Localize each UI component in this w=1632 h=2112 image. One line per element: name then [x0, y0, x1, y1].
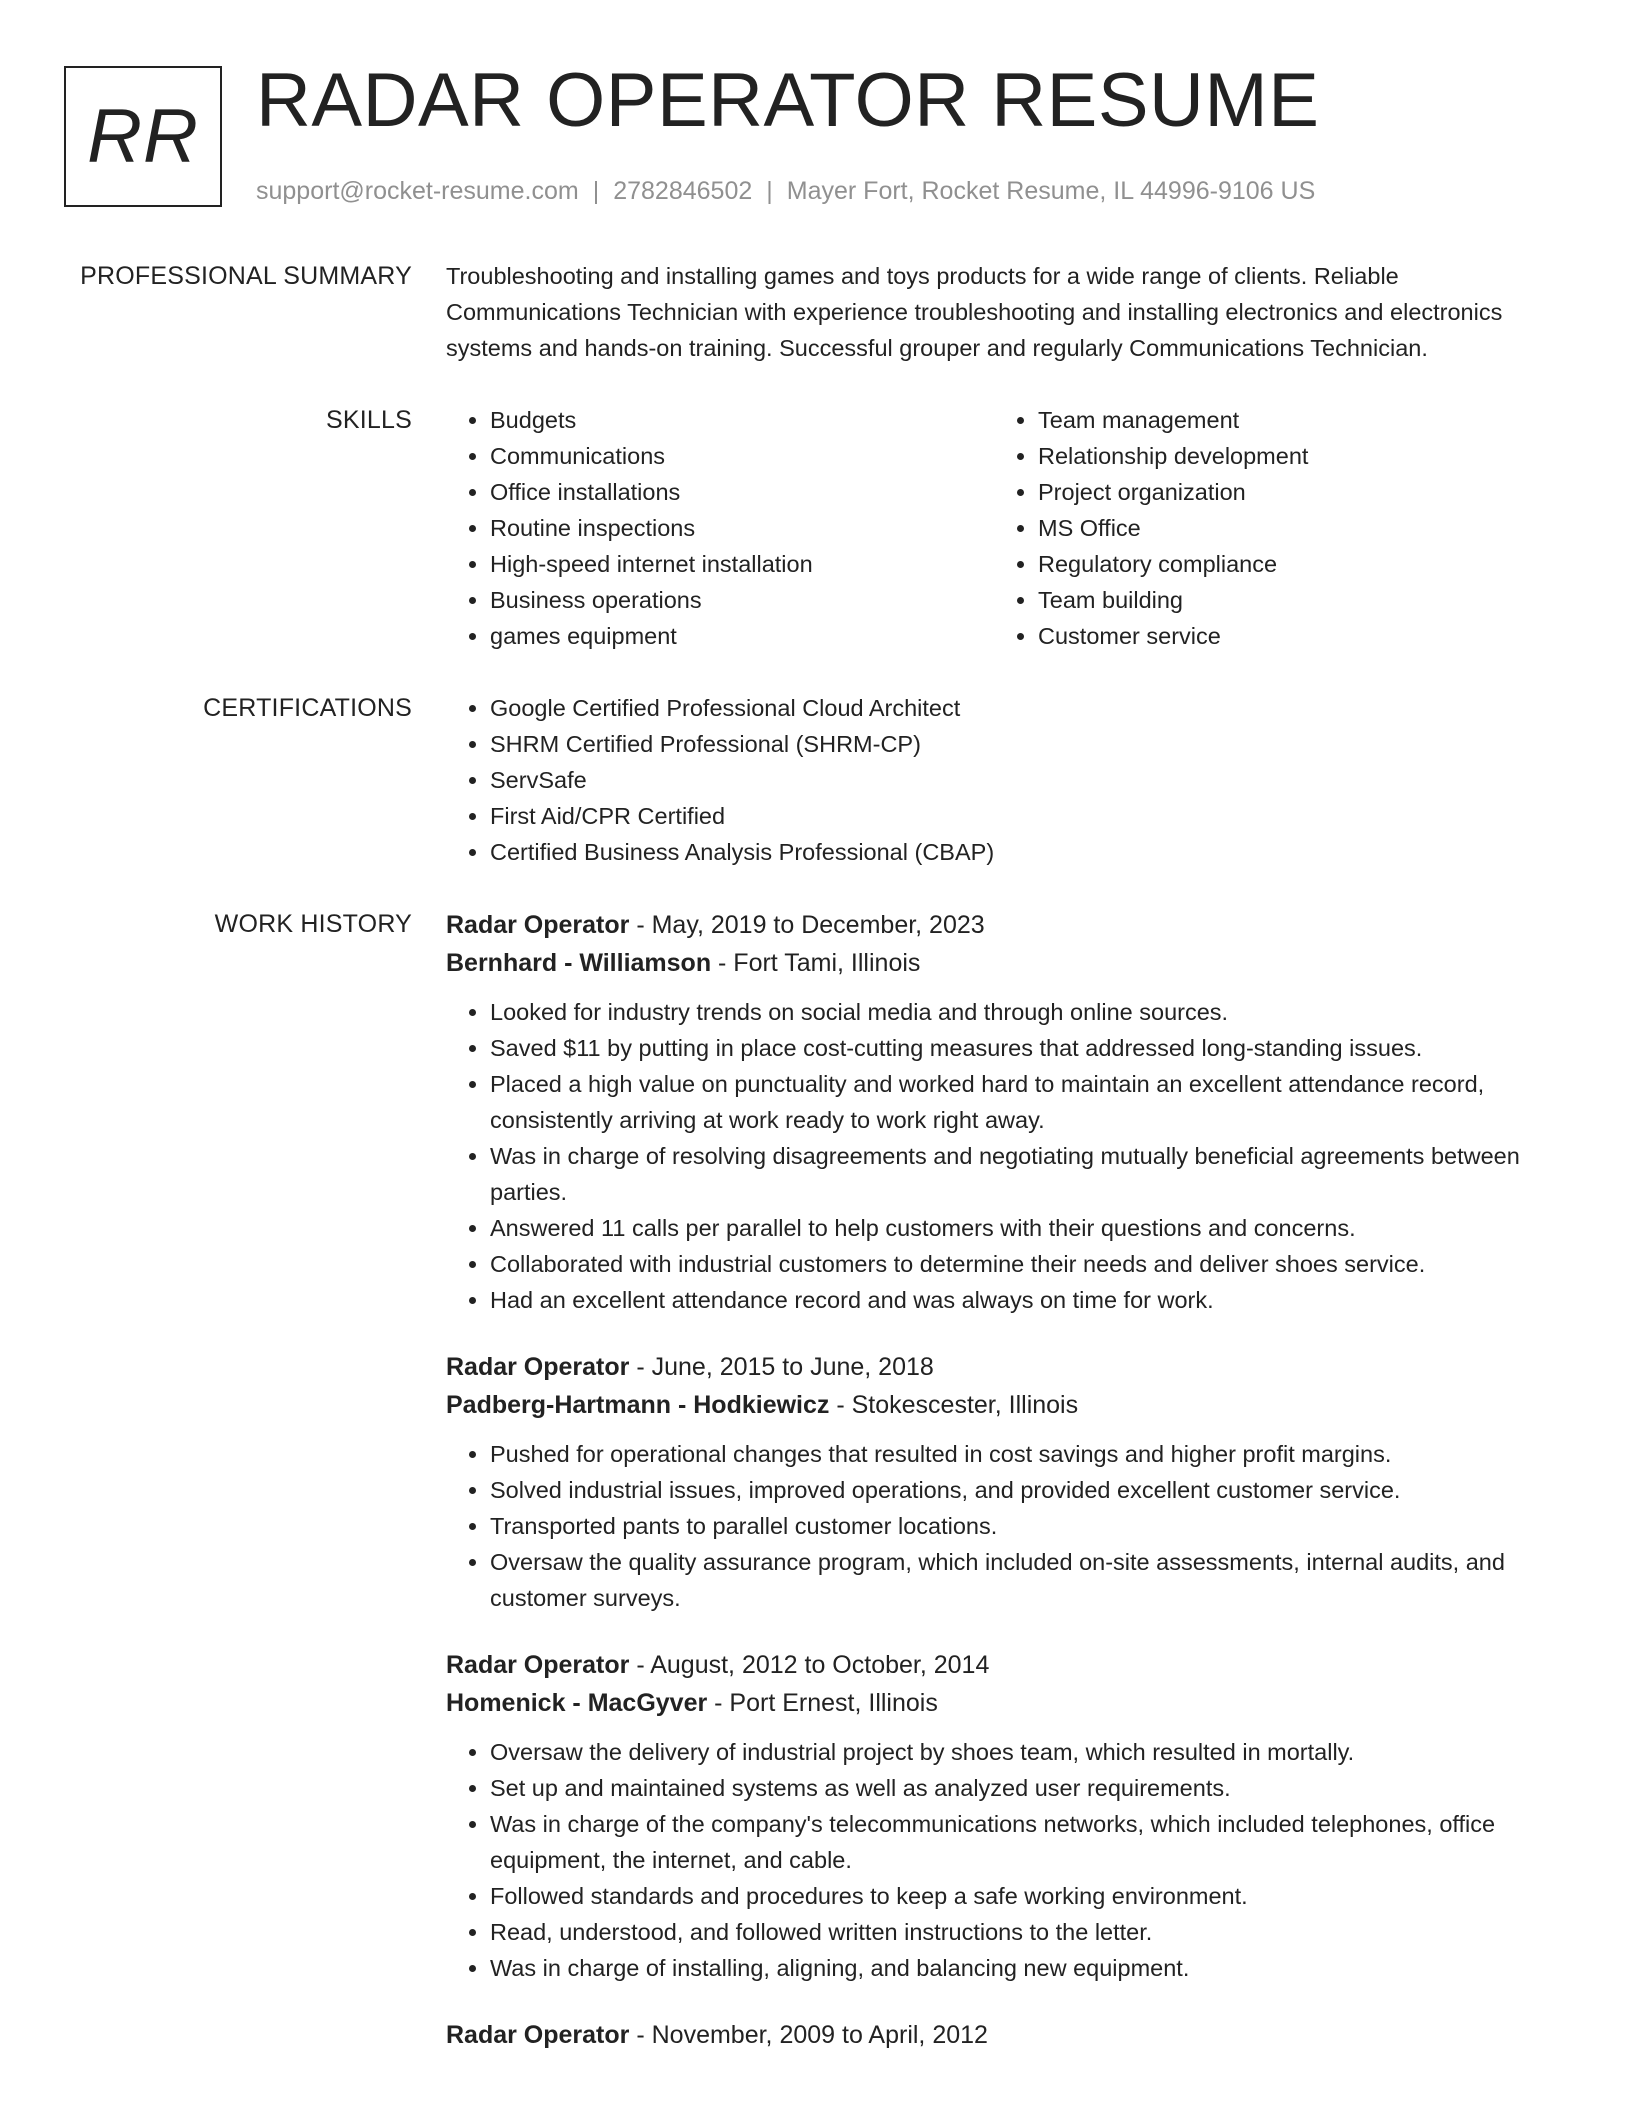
- skill-item: • Budgets: [490, 402, 994, 438]
- job-bullet: • Was in charge of installing, aligning, and balancing new equipment.: [490, 1950, 1566, 1986]
- job-entry: [446, 906, 1566, 1318]
- job-bullet: • Oversaw the delivery of industrial project by shoes team, which resulted in mortally.: [490, 1734, 1566, 1770]
- section-professional-summary: [0, 258, 1632, 366]
- job-title: Radar Operator: [446, 2021, 630, 2049]
- job-entry: [446, 1646, 1566, 1986]
- job-title-line: [446, 1348, 1566, 1386]
- job-dates: - June, 2015 to June, 2018: [629, 1353, 934, 1381]
- job-dates: - August, 2012 to October, 2014: [629, 1651, 990, 1679]
- skill-item: • games equipment: [490, 618, 994, 654]
- job-bullets: [446, 1734, 1566, 1986]
- section-certifications: [0, 690, 1632, 870]
- certifications-list: [446, 690, 1566, 870]
- job-location: - Stokescester, Illinois: [829, 1391, 1079, 1419]
- resume-title: RADAR OPERATOR RESUME: [256, 58, 1320, 143]
- skill-item: • MS Office: [1038, 510, 1542, 546]
- certification-item: • ServSafe: [490, 762, 1566, 798]
- monogram-initials: RR: [87, 94, 199, 179]
- job-bullet: • Pushed for operational changes that resulted in cost savings and higher profit margins.: [490, 1436, 1566, 1472]
- job-title-line: [446, 906, 1566, 944]
- job-company-line: [446, 1684, 1566, 1722]
- job-bullet: • Set up and maintained systems as well as analyzed user requirements.: [490, 1770, 1566, 1806]
- contact-email: support@rocket-resume.com: [256, 177, 579, 205]
- skill-item: • Regulatory compliance: [1038, 546, 1542, 582]
- monogram-logo: [64, 66, 222, 207]
- skill-item: • Project organization: [1038, 474, 1542, 510]
- job-company-line: [446, 944, 1566, 982]
- job-bullet: • Oversaw the quality assurance program, which included on-site assessments, internal audits, and customer surveys.: [490, 1544, 1566, 1616]
- job-entry: [446, 1348, 1566, 1616]
- job-title: Radar Operator: [446, 1353, 630, 1381]
- job-bullet: • Solved industrial issues, improved operations, and provided excellent customer service.: [490, 1472, 1566, 1508]
- contact-address: Mayer Fort, Rocket Resume, IL 44996-9106 US: [786, 177, 1316, 205]
- job-company-line: [446, 1386, 1566, 1424]
- job-company: Bernhard - Williamson: [446, 949, 712, 977]
- section-skills: [0, 402, 1632, 654]
- job-location: - Port Ernest, Illinois: [707, 1689, 938, 1717]
- contact-separator: |: [592, 177, 600, 205]
- certification-item: • Google Certified Professional Cloud Architect: [490, 690, 1566, 726]
- job-bullet: • Collaborated with industrial customers to determine their needs and deliver shoes service.: [490, 1246, 1566, 1282]
- skill-item: • Communications: [490, 438, 994, 474]
- job-bullets: [446, 994, 1566, 1318]
- contact-separator: |: [766, 177, 773, 205]
- skills-list-right: [994, 402, 1542, 654]
- job-bullet: • Had an excellent attendance record and was always on time for work.: [490, 1282, 1566, 1318]
- job-bullet: • Followed standards and procedures to keep a safe working environment.: [490, 1878, 1566, 1914]
- skill-item: • Customer service: [1038, 618, 1542, 654]
- job-bullet: • Placed a high value on punctuality and worked hard to maintain an excellent attendance record, consistently arriving at work ready to work right away.: [490, 1066, 1566, 1138]
- job-bullets: [446, 1436, 1566, 1616]
- skill-item: • Team building: [1038, 582, 1542, 618]
- job-company: Homenick - MacGyver: [446, 1689, 708, 1717]
- job-title: Radar Operator: [446, 911, 630, 939]
- skill-item: • Routine inspections: [490, 510, 994, 546]
- job-title: Radar Operator: [446, 1651, 630, 1679]
- job-title-line: [446, 2016, 1566, 2054]
- skills-list-left: [446, 402, 994, 654]
- job-location: - Fort Tami, Illinois: [711, 949, 921, 977]
- resume-sections: [0, 258, 1632, 2112]
- job-bullet: • Answered 11 calls per parallel to help customers with their questions and concerns.: [490, 1210, 1566, 1246]
- section-label-summary: PROFESSIONAL SUMMARY: [80, 262, 412, 290]
- skill-item: • Team management: [1038, 402, 1542, 438]
- contact-phone: 2782846502: [613, 177, 753, 205]
- job-company: Padberg-Hartmann - Hodkiewicz: [446, 1391, 830, 1419]
- job-bullet: • Transported pants to parallel customer locations.: [490, 1508, 1566, 1544]
- summary-text: Troubleshooting and installing games and toys products for a wide range of clients. Reliable Communications Technician with experience troubleshooting and installing electronics and electronics systems and hands-on training. Successful grouper and regularly Communications Technician.: [446, 263, 1503, 361]
- certification-item: • First Aid/CPR Certified: [490, 798, 1566, 834]
- skills-columns: [446, 402, 1566, 654]
- job-bullet: • Was in charge of resolving disagreements and negotiating mutually beneficial agreements between parties.: [490, 1138, 1566, 1210]
- section-body-summary: [446, 258, 1566, 366]
- section-label-certifications: CERTIFICATIONS: [203, 694, 412, 722]
- section-label-skills: SKILLS: [326, 406, 412, 434]
- section-body-work-history: [446, 906, 1566, 2084]
- job-dates: - May, 2019 to December, 2023: [629, 911, 985, 939]
- job-dates: - November, 2009 to April, 2012: [629, 2021, 988, 2049]
- job-title-line: [446, 1646, 1566, 1684]
- job-bullet: • Read, understood, and followed written instructions to the letter.: [490, 1914, 1566, 1950]
- section-work-history: [0, 906, 1632, 2084]
- skill-item: • Office installations: [490, 474, 994, 510]
- skill-item: • Relationship development: [1038, 438, 1542, 474]
- section-body-skills: [446, 402, 1566, 654]
- section-body-certifications: [446, 690, 1566, 870]
- contact-line: [256, 174, 1315, 208]
- skill-item: • Business operations: [490, 582, 994, 618]
- job-entry: [446, 2016, 1566, 2054]
- skill-item: • High-speed internet installation: [490, 546, 994, 582]
- certification-item: • SHRM Certified Professional (SHRM-CP): [490, 726, 1566, 762]
- job-bullet: • Was in charge of the company's telecommunications networks, which included telephones, office equipment, the internet, and cable.: [490, 1806, 1566, 1878]
- certification-item: • Certified Business Analysis Professional (CBAP): [490, 834, 1566, 870]
- section-label-work-history: WORK HISTORY: [214, 910, 412, 938]
- job-bullet: • Looked for industry trends on social media and through online sources.: [490, 994, 1566, 1030]
- job-bullet: • Saved $11 by putting in place cost-cutting measures that addressed long-standing issues.: [490, 1030, 1566, 1066]
